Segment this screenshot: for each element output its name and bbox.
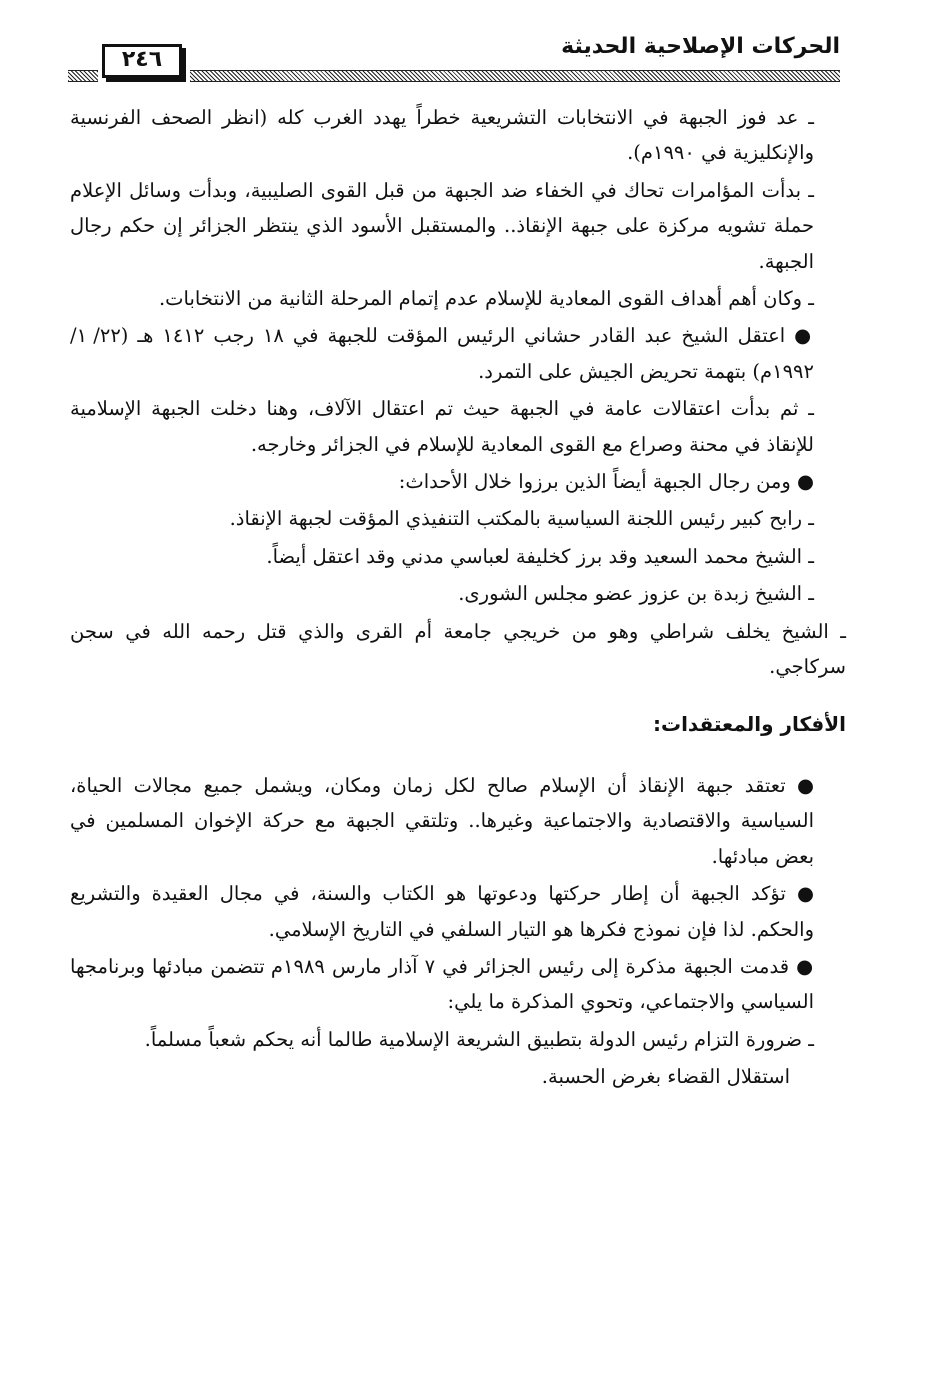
list-item: ـ رابح كبير رئيس اللجنة السياسية بالمكتب التنفيذي المؤقت لجبهة الإنقاذ. [229, 507, 814, 531]
paragraph: ● قدمت الجبهة مذكرة إلى رئيس الجزائر في ٧ آذار مارس ١٩٨٩م تتضمن مبادئها وبرنامجها السياسي والاجتماعي، وتحوي المذكرة ما يلي: [70, 954, 814, 1014]
paragraph: ـ وكان أهم أهداف القوى المعادية للإسلام عدم إتمام المرحلة الثانية من الانتخابات. [158, 287, 814, 311]
header-rule-right [190, 70, 840, 82]
paragraph: ● ومن رجال الجبهة أيضاً الذين برزوا خلال الأحداث: [398, 470, 814, 494]
list-item: ـ الشيخ محمد السعيد وقد برز كخليفة لعباسي مدني وقد اعتقل أيضاً. [266, 544, 814, 568]
running-title: الحركات الإصلاحية الحديثة [561, 34, 840, 59]
paragraph: استقلال القضاء بغرض الحسبة. [541, 1065, 790, 1089]
page-number: ٢٤٦ [102, 44, 182, 78]
header-rule-left [68, 70, 98, 82]
paragraph: ● تؤكد الجبهة أن إطار حركتها ودعوتها هو الكتاب والسنة، في مجال العقيدة والتشريع والحكم. لذا فإن نموذج فكرها هو التيار السلفي في التاريخ الإسلامي. [70, 882, 814, 941]
page-header [68, 30, 840, 80]
page-body [70, 100, 846, 1097]
paragraph: ـ ثم بدأت اعتقالات عامة في الجبهة حيث تم اعتقال الآلاف، وهنا دخلت الجبهة الإسلامية للإنقاذ في محنة وصراع مع القوى المعادية للإسلام في الجزائر وخارجه. [70, 397, 814, 456]
paragraph: ـ عد فوز الجبهة في الانتخابات التشريعية خطراً يهدد الغرب كله (انظر الصحف الفرنسية والإنكليزية في ١٩٩٠م). [70, 106, 814, 165]
list-item: ـ الشيخ يخلف شراطي وهو من خريجي جامعة أم القرى والذي قتل رحمه الله في سجن سركاجي. [70, 619, 846, 679]
paragraph: ـ بدأت المؤامرات تحاك في الخفاء ضد الجبهة من قبل القوى الصليبية، وبدأت وسائل الإعلام حملة تشويه مركزة على جبهة الإنقاذ.. والمستقبل الأسود الذي ينتظر الجزائر إن حكم رجال الجبهة. [70, 178, 814, 273]
paragraph: ● تعتقد جبهة الإنقاذ أن الإسلام صالح لكل زمان ومكان، ويشمل جميع مجالات الحياة، السياسية والاقتصادية والاجتماعية وغيرها.. وتلتقي الجبهة مع حركة الإخوان المسلمين في بعض مبادئها. [70, 773, 814, 868]
paragraph: ● اعتقل الشيخ عبد القادر حشاني الرئيس المؤقت للجبهة في ١٨ رجب ١٤١٢ هـ (٢٢/ ١/ ١٩٩٢م) بتهمة تحريض الجيش على التمرد. [70, 324, 814, 383]
section-heading: الأفكار والمعتقدات: [652, 711, 846, 736]
list-item: ـ الشيخ زبدة بن عزوز عضو مجلس الشورى. [458, 582, 814, 606]
paragraph: ـ ضرورة التزام رئيس الدولة بتطبيق الشريعة الإسلامية طالما أنه يحكم شعباً مسلماً. [144, 1027, 814, 1051]
